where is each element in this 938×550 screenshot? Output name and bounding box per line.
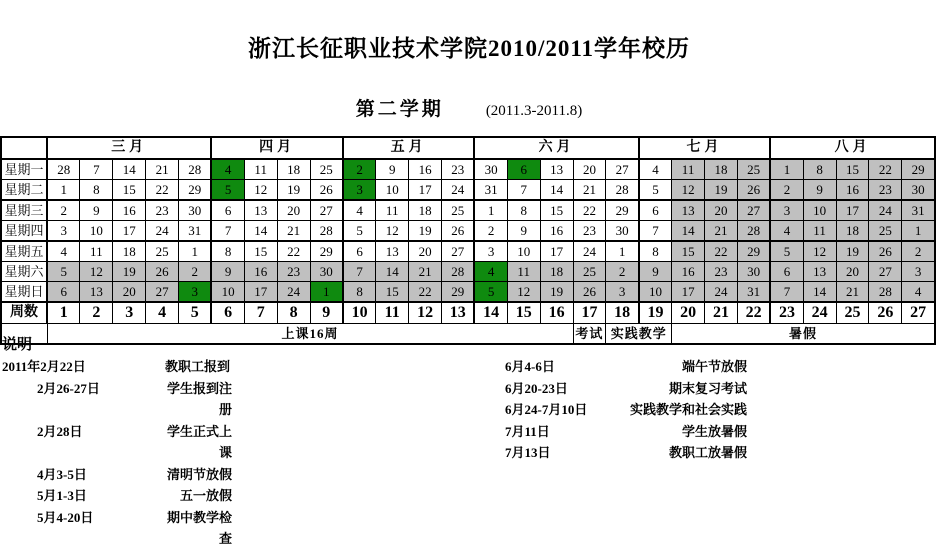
date-cell: 12 <box>80 262 113 282</box>
date-cell: 16 <box>836 180 869 201</box>
note-event: 五一放假 <box>179 488 232 503</box>
date-cell: 8 <box>803 159 836 180</box>
date-cell: 19 <box>277 180 310 201</box>
date-cell: 13 <box>244 200 277 221</box>
subtitle <box>0 94 938 121</box>
date-cell: 26 <box>310 180 343 201</box>
week-number-cell: 6 <box>211 302 244 324</box>
date-cell: 17 <box>113 221 146 242</box>
note-date: 2011年2月22日 <box>2 359 86 374</box>
date-cell: 10 <box>376 180 409 201</box>
date-cell: 1 <box>474 200 507 221</box>
date-cell: 30 <box>606 221 639 242</box>
note-date: 5月1-3日 <box>37 488 87 503</box>
week-number-cell: 13 <box>442 302 475 324</box>
month-header: 七月 <box>639 137 771 159</box>
corner-cell <box>1 137 47 159</box>
date-cell: 16 <box>244 262 277 282</box>
week-number-label: 周数 <box>1 302 47 324</box>
date-cell: 3 <box>606 282 639 303</box>
note-event: 学生放暑假 <box>681 423 747 439</box>
date-cell: 1 <box>47 180 80 201</box>
weekday-label: 星期四 <box>1 221 47 242</box>
week-number-cell: 7 <box>244 302 277 324</box>
date-cell: 26 <box>573 282 606 303</box>
holiday-date-cell: 2 <box>343 159 376 180</box>
date-cell: 31 <box>179 221 212 242</box>
date-cell: 24 <box>573 241 606 262</box>
notes-section <box>2 336 936 546</box>
week-number-cell: 19 <box>639 302 672 324</box>
week-number-cell: 2 <box>80 302 113 324</box>
date-cell: 11 <box>376 200 409 221</box>
date-cell: 7 <box>80 159 113 180</box>
date-cell: 21 <box>146 159 179 180</box>
note-event: 教职工放暑假 <box>668 445 747 460</box>
note-event: 教职工报到 <box>164 359 230 374</box>
date-cell: 10 <box>507 241 540 262</box>
weekday-label: 星期一 <box>1 159 47 180</box>
notes-left-column <box>2 356 232 550</box>
date-cell: 9 <box>211 262 244 282</box>
week-number-cell: 20 <box>672 302 705 324</box>
week-number-cell: 5 <box>179 302 212 324</box>
date-cell: 4 <box>47 241 80 262</box>
week-number-cell: 22 <box>737 302 770 324</box>
date-cell: 21 <box>836 282 869 303</box>
date-cell: 25 <box>310 159 343 180</box>
holiday-date-cell: 5 <box>211 180 244 201</box>
note-row <box>2 378 232 421</box>
note-date: 5月4-20日 <box>37 509 94 525</box>
date-cell: 27 <box>310 200 343 221</box>
date-cell: 22 <box>277 241 310 262</box>
date-cell: 31 <box>474 180 507 201</box>
date-cell: 21 <box>409 262 442 282</box>
weekday-row <box>1 180 935 201</box>
note-event: 期末复习考试 <box>668 380 747 396</box>
week-number-row <box>1 302 935 324</box>
date-cell: 1 <box>902 221 935 242</box>
week-number-cell: 3 <box>113 302 146 324</box>
date-cell: 31 <box>902 200 935 221</box>
week-number-cell: 23 <box>770 302 803 324</box>
date-cell: 9 <box>803 180 836 201</box>
date-cell: 18 <box>113 241 146 262</box>
date-cell: 16 <box>113 200 146 221</box>
month-header: 六月 <box>474 137 638 159</box>
holiday-date-cell: 4 <box>211 159 244 180</box>
date-cell: 6 <box>343 241 376 262</box>
date-cell: 10 <box>803 200 836 221</box>
date-cell: 20 <box>573 159 606 180</box>
date-cell: 9 <box>376 159 409 180</box>
note-date: 4月3-5日 <box>37 466 87 482</box>
date-cell: 14 <box>113 159 146 180</box>
week-number-cell: 16 <box>540 302 573 324</box>
date-cell: 22 <box>146 180 179 201</box>
note-date: 6月4-6日 <box>505 359 555 374</box>
week-number-cell: 12 <box>409 302 442 324</box>
date-cell: 29 <box>737 241 770 262</box>
date-cell: 20 <box>277 200 310 221</box>
note-row <box>2 421 232 464</box>
date-cell: 17 <box>836 200 869 221</box>
note-row <box>505 421 750 443</box>
date-cell: 23 <box>869 180 902 201</box>
holiday-date-cell: 5 <box>474 282 507 303</box>
date-cell: 30 <box>474 159 507 180</box>
note-event: 实践教学和社会实践 <box>629 402 747 417</box>
week-number-cell: 21 <box>705 302 738 324</box>
date-cell: 22 <box>409 282 442 303</box>
date-cell: 11 <box>507 262 540 282</box>
date-cell: 22 <box>705 241 738 262</box>
date-cell: 6 <box>639 200 672 221</box>
date-cell: 24 <box>869 200 902 221</box>
date-cell: 17 <box>244 282 277 303</box>
date-cell: 29 <box>310 241 343 262</box>
date-cell: 3 <box>770 200 803 221</box>
date-cell: 19 <box>540 282 573 303</box>
date-cell: 2 <box>770 180 803 201</box>
date-cell: 3 <box>902 262 935 282</box>
date-cell: 1 <box>179 241 212 262</box>
date-cell: 17 <box>409 180 442 201</box>
date-cell: 14 <box>540 180 573 201</box>
date-cell: 4 <box>902 282 935 303</box>
note-row <box>505 378 750 400</box>
date-cell: 19 <box>836 241 869 262</box>
semester-label: 第二学期 <box>355 99 444 120</box>
weekday-label: 星期二 <box>1 180 47 201</box>
date-cell: 25 <box>869 221 902 242</box>
date-cell: 12 <box>803 241 836 262</box>
date-cell: 22 <box>573 200 606 221</box>
date-cell: 30 <box>737 262 770 282</box>
date-cell: 20 <box>113 282 146 303</box>
month-header: 八月 <box>770 137 935 159</box>
note-date: 6月20-23日 <box>505 380 568 396</box>
date-cell: 29 <box>606 200 639 221</box>
weekday-label: 星期五 <box>1 241 47 262</box>
date-cell: 18 <box>705 159 738 180</box>
date-cell: 27 <box>442 241 475 262</box>
date-cell: 21 <box>705 221 738 242</box>
date-cell: 24 <box>705 282 738 303</box>
date-cell: 18 <box>540 262 573 282</box>
date-cell: 2 <box>474 221 507 242</box>
date-cell: 28 <box>310 221 343 242</box>
date-cell: 5 <box>639 180 672 201</box>
week-number-cell: 25 <box>836 302 869 324</box>
note-row <box>505 399 750 421</box>
date-cell: 25 <box>146 241 179 262</box>
date-cell: 1 <box>606 241 639 262</box>
month-header: 四月 <box>211 137 343 159</box>
date-cell: 27 <box>606 159 639 180</box>
note-event: 端午节放假 <box>681 359 747 374</box>
date-cell: 12 <box>507 282 540 303</box>
date-cell: 14 <box>376 262 409 282</box>
note-row <box>2 507 232 550</box>
date-cell: 22 <box>869 159 902 180</box>
date-cell: 26 <box>737 180 770 201</box>
date-cell: 24 <box>277 282 310 303</box>
page-title: 浙江长征职业技术学院2010/2011学年校历 <box>247 36 691 61</box>
date-cell: 13 <box>376 241 409 262</box>
weekday-row <box>1 200 935 221</box>
week-number-cell: 17 <box>573 302 606 324</box>
period-label: (2011.3-2011.8) <box>485 103 583 119</box>
date-cell: 30 <box>902 180 935 201</box>
date-cell: 12 <box>672 180 705 201</box>
date-cell: 29 <box>902 159 935 180</box>
date-cell: 9 <box>507 221 540 242</box>
date-cell: 11 <box>80 241 113 262</box>
date-cell: 28 <box>47 159 80 180</box>
date-cell: 7 <box>343 262 376 282</box>
date-cell: 8 <box>639 241 672 262</box>
date-cell: 24 <box>146 221 179 242</box>
holiday-date-cell: 4 <box>474 262 507 282</box>
date-cell: 26 <box>146 262 179 282</box>
date-cell: 15 <box>376 282 409 303</box>
holiday-date-cell: 1 <box>310 282 343 303</box>
date-cell: 25 <box>442 200 475 221</box>
date-cell: 14 <box>672 221 705 242</box>
note-row <box>2 485 232 507</box>
date-cell: 23 <box>573 221 606 242</box>
date-cell: 20 <box>705 200 738 221</box>
date-cell: 19 <box>705 180 738 201</box>
note-event: 学生正式上课 <box>166 423 232 460</box>
date-cell: 11 <box>672 159 705 180</box>
date-cell: 16 <box>540 221 573 242</box>
note-row <box>2 464 232 486</box>
date-cell: 23 <box>277 262 310 282</box>
holiday-date-cell: 6 <box>507 159 540 180</box>
date-cell: 29 <box>442 282 475 303</box>
note-date: 2月26-27日 <box>37 380 100 396</box>
notes-heading: 说明 <box>2 337 33 353</box>
date-cell: 11 <box>803 221 836 242</box>
week-number-cell: 24 <box>803 302 836 324</box>
date-cell: 4 <box>639 159 672 180</box>
date-cell: 18 <box>277 159 310 180</box>
date-cell: 2 <box>47 200 80 221</box>
date-cell: 26 <box>869 241 902 262</box>
date-cell: 13 <box>803 262 836 282</box>
date-cell: 10 <box>639 282 672 303</box>
date-cell: 21 <box>277 221 310 242</box>
date-cell: 7 <box>507 180 540 201</box>
date-cell: 31 <box>737 282 770 303</box>
note-event: 期中教学检查 <box>166 509 232 546</box>
date-cell: 17 <box>540 241 573 262</box>
date-cell: 5 <box>47 262 80 282</box>
week-number-cell: 10 <box>343 302 376 324</box>
weekday-row <box>1 241 935 262</box>
date-cell: 6 <box>211 200 244 221</box>
date-cell: 10 <box>211 282 244 303</box>
date-cell: 11 <box>244 159 277 180</box>
date-cell: 20 <box>836 262 869 282</box>
date-cell: 23 <box>146 200 179 221</box>
date-cell: 28 <box>606 180 639 201</box>
holiday-date-cell: 3 <box>179 282 212 303</box>
date-cell: 20 <box>409 241 442 262</box>
date-cell: 30 <box>179 200 212 221</box>
note-row <box>505 442 750 464</box>
date-cell: 17 <box>672 282 705 303</box>
date-cell: 27 <box>146 282 179 303</box>
date-cell: 10 <box>80 221 113 242</box>
date-cell: 28 <box>737 221 770 242</box>
date-cell: 21 <box>573 180 606 201</box>
date-cell: 23 <box>442 159 475 180</box>
date-cell: 26 <box>442 221 475 242</box>
date-cell: 8 <box>507 200 540 221</box>
week-number-cell: 4 <box>146 302 179 324</box>
week-number-cell: 1 <box>47 302 80 324</box>
date-cell: 13 <box>672 200 705 221</box>
date-cell: 19 <box>409 221 442 242</box>
date-cell: 15 <box>836 159 869 180</box>
date-cell: 8 <box>80 180 113 201</box>
notes-right-column <box>505 356 750 464</box>
date-cell: 24 <box>442 180 475 201</box>
week-number-cell: 27 <box>902 302 935 324</box>
summary-cell: 实践教学 <box>606 324 672 345</box>
date-cell: 27 <box>869 262 902 282</box>
week-number-cell: 18 <box>606 302 639 324</box>
date-cell: 9 <box>639 262 672 282</box>
date-cell: 18 <box>836 221 869 242</box>
note-date: 2月28日 <box>37 423 83 439</box>
weekday-row <box>1 159 935 180</box>
note-row <box>2 356 232 378</box>
date-cell: 6 <box>770 262 803 282</box>
date-cell: 18 <box>409 200 442 221</box>
note-row <box>505 356 750 378</box>
date-cell: 1 <box>770 159 803 180</box>
date-cell: 7 <box>770 282 803 303</box>
date-cell: 3 <box>474 241 507 262</box>
summary-cell: 上课16周 <box>47 324 573 345</box>
date-cell: 25 <box>573 262 606 282</box>
date-cell: 2 <box>606 262 639 282</box>
date-cell: 6 <box>47 282 80 303</box>
calendar-table <box>0 136 936 345</box>
date-cell: 5 <box>343 221 376 242</box>
note-date: 6月24-7月10日 <box>505 402 588 417</box>
week-number-cell: 8 <box>277 302 310 324</box>
date-cell: 30 <box>310 262 343 282</box>
date-cell: 3 <box>47 221 80 242</box>
summary-cell: 暑假 <box>672 324 935 345</box>
date-cell: 16 <box>409 159 442 180</box>
date-cell: 14 <box>803 282 836 303</box>
date-cell: 12 <box>244 180 277 201</box>
weekday-label: 星期六 <box>1 262 47 282</box>
note-date: 7月11日 <box>505 423 550 439</box>
date-cell: 28 <box>442 262 475 282</box>
date-cell: 19 <box>113 262 146 282</box>
date-cell: 28 <box>179 159 212 180</box>
month-header: 五月 <box>343 137 475 159</box>
date-cell: 5 <box>770 241 803 262</box>
date-cell: 9 <box>80 200 113 221</box>
month-header: 三月 <box>47 137 211 159</box>
note-date: 7月13日 <box>505 445 551 460</box>
date-cell: 27 <box>737 200 770 221</box>
holiday-date-cell: 3 <box>343 180 376 201</box>
date-cell: 16 <box>672 262 705 282</box>
week-number-cell: 15 <box>507 302 540 324</box>
date-cell: 23 <box>705 262 738 282</box>
note-event: 清明节放假 <box>166 466 232 482</box>
date-cell: 15 <box>113 180 146 201</box>
date-cell: 4 <box>770 221 803 242</box>
date-cell: 29 <box>179 180 212 201</box>
week-number-cell: 11 <box>376 302 409 324</box>
date-cell: 15 <box>540 200 573 221</box>
date-cell: 7 <box>639 221 672 242</box>
week-number-cell: 26 <box>869 302 902 324</box>
date-cell: 8 <box>211 241 244 262</box>
date-cell: 7 <box>211 221 244 242</box>
summary-cell: 考试 <box>573 324 606 345</box>
date-cell: 15 <box>672 241 705 262</box>
weekday-row <box>1 262 935 282</box>
date-cell: 2 <box>179 262 212 282</box>
date-cell: 8 <box>343 282 376 303</box>
date-cell: 28 <box>869 282 902 303</box>
weekday-label: 星期日 <box>1 282 47 303</box>
note-event: 学生报到注册 <box>166 380 232 417</box>
weekday-row <box>1 221 935 242</box>
week-number-cell: 9 <box>310 302 343 324</box>
date-cell: 4 <box>343 200 376 221</box>
date-cell: 13 <box>80 282 113 303</box>
week-number-cell: 14 <box>474 302 507 324</box>
date-cell: 13 <box>540 159 573 180</box>
date-cell: 15 <box>244 241 277 262</box>
date-cell: 14 <box>244 221 277 242</box>
date-cell: 12 <box>376 221 409 242</box>
date-cell: 2 <box>902 241 935 262</box>
date-cell: 25 <box>737 159 770 180</box>
weekday-row <box>1 282 935 303</box>
weekday-label: 星期三 <box>1 200 47 221</box>
